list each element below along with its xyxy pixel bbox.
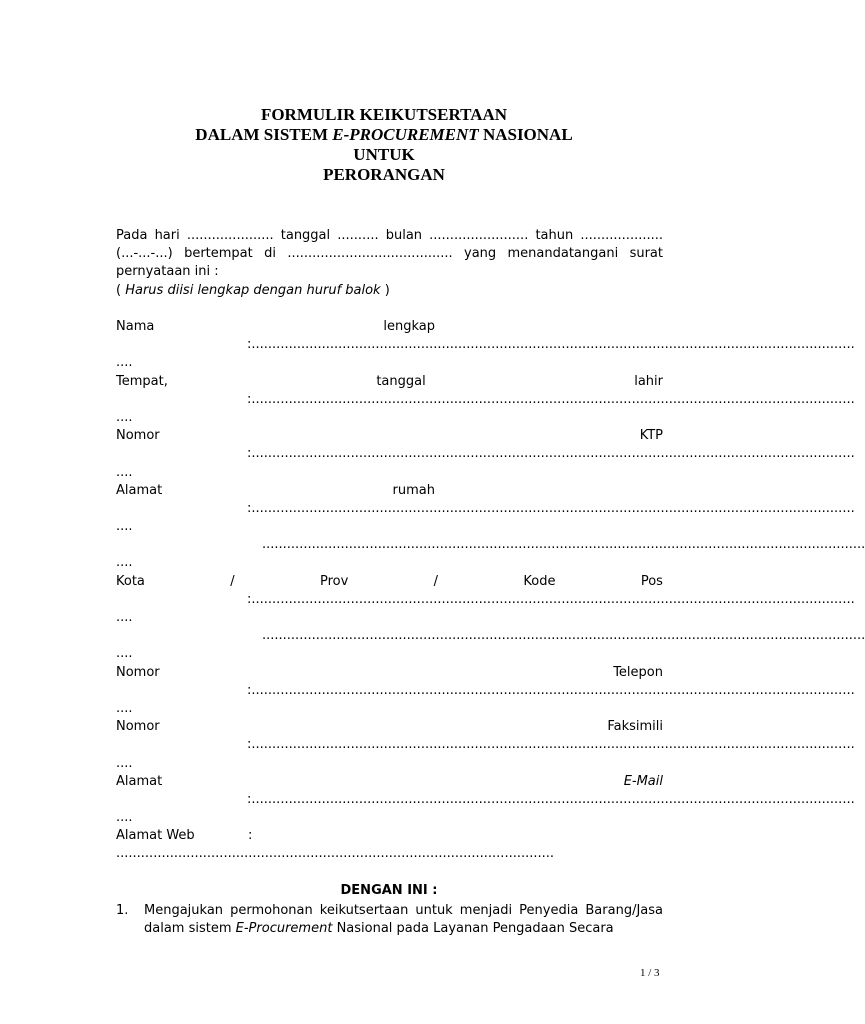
dots-tail: .... bbox=[116, 646, 133, 662]
colon: : bbox=[247, 446, 252, 462]
colon: : bbox=[247, 391, 252, 407]
field-input-ttl[interactable] bbox=[116, 391, 855, 409]
field-label-ktp bbox=[116, 427, 663, 445]
list-number: 1. bbox=[116, 903, 129, 918]
field-label-telepon bbox=[116, 664, 663, 682]
field-input-kota-2[interactable]: .................................................................................................................................................. bbox=[262, 628, 865, 644]
label-word: Pos bbox=[640, 573, 663, 589]
dots-tail: .... bbox=[116, 355, 133, 371]
label-word: Nomor bbox=[116, 428, 160, 444]
field-list bbox=[116, 318, 865, 864]
dots-tail: .... bbox=[116, 700, 133, 716]
intro-paragraph bbox=[116, 227, 663, 300]
colon: : bbox=[247, 337, 252, 353]
label-word: Faksimili bbox=[607, 719, 663, 735]
colon: : bbox=[247, 737, 252, 753]
field-input-faks[interactable] bbox=[116, 736, 855, 754]
colon: : bbox=[247, 500, 252, 516]
field-input-alamat[interactable] bbox=[116, 500, 855, 518]
field-label-ttl bbox=[116, 373, 663, 391]
colon: : bbox=[248, 828, 253, 844]
note-italic: Harus diisi lengkap dengan huruf balok bbox=[125, 282, 381, 298]
label-word: KTP bbox=[639, 428, 663, 444]
label-word: Nama bbox=[116, 319, 155, 334]
field-input-telepon[interactable] bbox=[116, 682, 855, 700]
field-label-faks bbox=[116, 718, 663, 736]
dots-tail: .... bbox=[116, 810, 133, 826]
intro-line-1: Pada hari ..................... tanggal .......... bulan ........................ tahun .................... bbox=[116, 228, 663, 243]
page-number: 1 / 3 bbox=[640, 967, 660, 979]
title-line-2-pre: DALAM SISTEM bbox=[195, 125, 333, 144]
label-word: Tempat, bbox=[116, 373, 168, 389]
label-word: Telepon bbox=[613, 664, 663, 680]
dotted-line: .................................................................................................................................................. bbox=[251, 446, 855, 462]
label-word: E-Mail bbox=[623, 773, 663, 789]
label-word: Kode bbox=[523, 573, 556, 589]
intro-line-2: (...-...-...) bertempat di ........................................ yang menandatangani surat bbox=[116, 246, 663, 262]
label-word: Prov bbox=[319, 573, 349, 589]
field-label-nama bbox=[116, 318, 663, 336]
field-label-alamat bbox=[116, 482, 663, 500]
label-word: Alamat Web bbox=[116, 828, 195, 844]
dots-tail: .... bbox=[116, 409, 133, 425]
form-title bbox=[0, 105, 768, 185]
field-input-web[interactable]: .......................................................................................................... bbox=[116, 846, 555, 862]
title-line-1: FORMULIR KEIKUTSERTAAN bbox=[260, 105, 508, 124]
label-word: Nomor bbox=[116, 664, 160, 680]
title-line-2-italic: E-PROCUREMENT bbox=[332, 125, 479, 144]
title-line-2-post: NASIONAL bbox=[478, 125, 573, 144]
dots-tail: .... bbox=[116, 755, 133, 771]
field-input-nama[interactable] bbox=[116, 336, 855, 354]
dotted-line: .................................................................................................................................................. bbox=[251, 391, 855, 407]
dots-tail: .... bbox=[116, 464, 133, 480]
note-close: ) bbox=[380, 282, 390, 298]
field-label-email bbox=[116, 773, 663, 791]
dotted-line: .................................................................................................................................................. bbox=[251, 591, 855, 607]
title-line-3: UNTUK bbox=[353, 145, 415, 164]
field-input-email[interactable] bbox=[116, 791, 855, 809]
intro-note bbox=[116, 282, 663, 300]
list-text-italic: E-Procurement bbox=[235, 921, 333, 937]
field-input-alamat-2[interactable]: .................................................................................................................................................. bbox=[262, 537, 865, 553]
label-word: / bbox=[433, 573, 439, 589]
title-line-4: PERORANGAN bbox=[323, 165, 445, 184]
label-word: Nomor bbox=[116, 719, 160, 735]
label-word: rumah bbox=[392, 482, 435, 498]
label-word: tanggal bbox=[376, 373, 426, 389]
intro-line-3: pernyataan ini : bbox=[116, 264, 219, 280]
dotted-line: .................................................................................................................................................. bbox=[251, 337, 855, 353]
note-open: ( bbox=[116, 282, 126, 298]
field-label-kota bbox=[116, 573, 663, 591]
field-input-kota[interactable] bbox=[116, 591, 855, 609]
list-text-b: Nasional pada Layanan Pengadaan Secara bbox=[332, 921, 614, 937]
colon: : bbox=[247, 591, 252, 607]
field-label-web bbox=[116, 827, 663, 845]
section-heading: DENGAN INI : bbox=[340, 883, 438, 898]
field-input-ktp[interactable] bbox=[116, 445, 855, 463]
label-word: / bbox=[230, 573, 235, 589]
dots-tail: .... bbox=[116, 610, 133, 625]
dotted-line: .................................................................................................................................................. bbox=[251, 791, 855, 807]
label-word: lahir bbox=[634, 373, 663, 389]
list-item bbox=[116, 902, 663, 938]
colon: : bbox=[247, 791, 252, 807]
title-line-2 bbox=[0, 125, 768, 145]
dots-tail: .... bbox=[116, 519, 133, 535]
dotted-line: .................................................................................................................................................. bbox=[251, 500, 855, 516]
colon: : bbox=[247, 682, 252, 698]
label-word: lengkap bbox=[383, 319, 435, 334]
dotted-line: .................................................................................................................................................. bbox=[251, 682, 855, 698]
label-word: Alamat bbox=[116, 482, 163, 498]
list-text bbox=[144, 902, 663, 938]
label-word: Kota bbox=[116, 573, 145, 589]
dotted-line: .................................................................................................................................................. bbox=[251, 737, 855, 753]
list-text-a: Mengajukan permohonan keikutsertaan untuk menjadi Penyedia Barang/Jasa dalam sistem bbox=[144, 903, 663, 937]
dots-tail: .... bbox=[116, 555, 133, 571]
label-word: Alamat bbox=[116, 773, 163, 789]
